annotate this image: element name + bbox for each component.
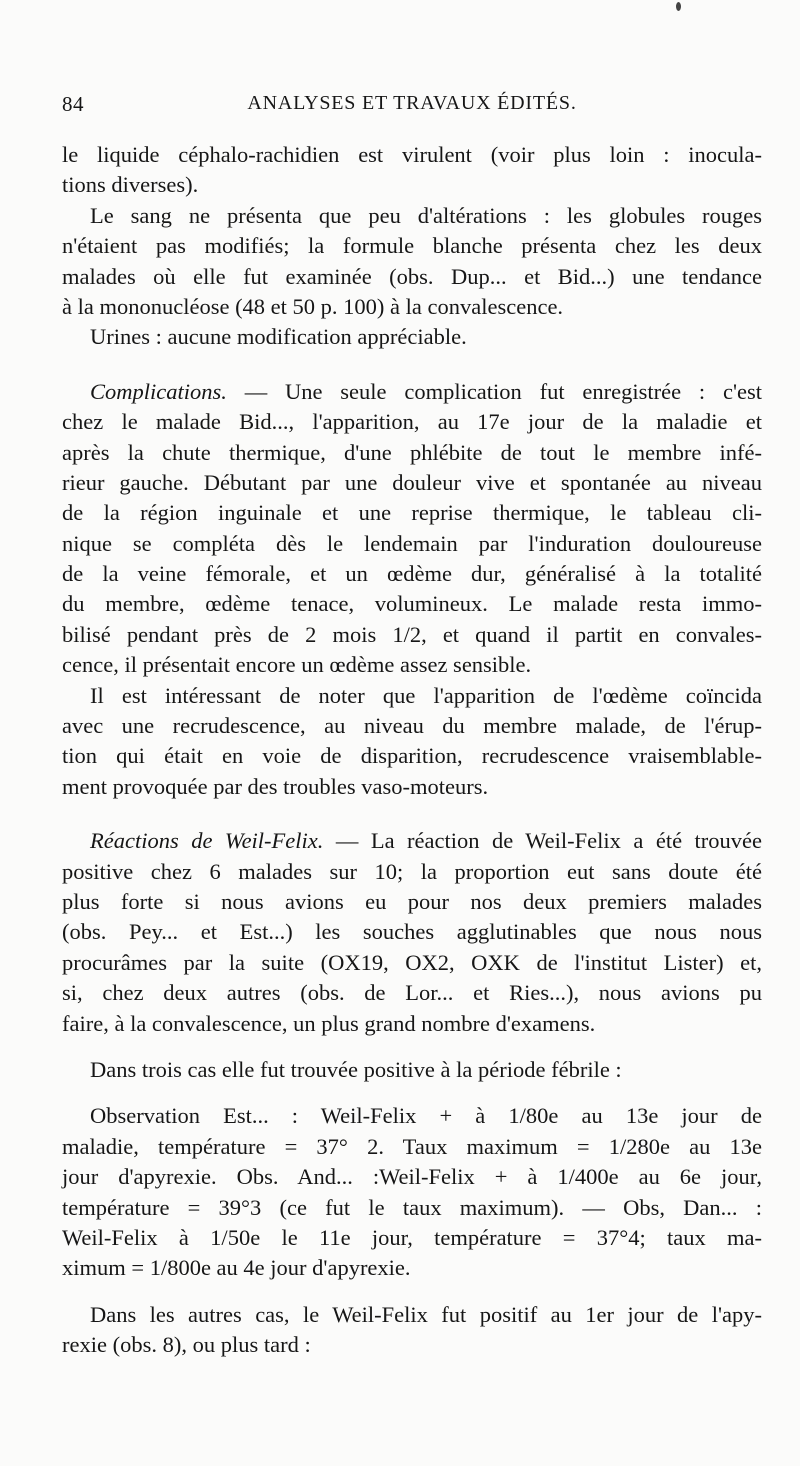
text-line: Le sang ne présenta que peu d'altérations : les globules rouges xyxy=(90,202,762,228)
text-line: positive chez 6 malades sur 10; la proportion eut sans doute été xyxy=(62,858,762,884)
paragraph-observations xyxy=(62,1101,762,1283)
text-line: plus forte si nous avions eu pour nos deux premiers malades xyxy=(62,888,762,914)
text-line: n'étaient pas modifiés; la formule blanche présenta chez les deux xyxy=(62,233,762,259)
text-line: rieur gauche. Débutant par une douleur vive et spontanée au niveau xyxy=(62,469,762,495)
text-line: ximum = 1/800e au 4e jour d'apyrexie. xyxy=(62,1255,411,1281)
text-line: ment provoquée par des troubles vaso-moteurs. xyxy=(62,773,489,799)
paragraph-gap xyxy=(62,353,762,377)
paragraph xyxy=(62,1300,762,1361)
text-line: cence, il présentait encore un œdème assez sensible. xyxy=(62,652,532,678)
text-line: Dans trois cas elle fut trouvée positive à la période fébrile : xyxy=(90,1056,622,1082)
paragraph xyxy=(62,201,762,323)
paragraph xyxy=(62,322,762,352)
body-text xyxy=(62,140,762,1360)
text-line xyxy=(62,826,762,856)
text-line: malades où elle fut examinée (obs. Dup... et Bid...) une tendance xyxy=(62,263,762,289)
section-heading: Réactions de Weil-Felix. xyxy=(90,828,324,854)
section-heading: Complications. xyxy=(90,378,227,404)
paragraph xyxy=(62,140,762,201)
text-line: de la veine fémorale, et un œdème dur, généralisé à la totalité xyxy=(62,561,762,587)
text-line: Weil-Felix à 1/50e le 11e jour, température = 37°4; taux ma- xyxy=(62,1224,762,1250)
text-run: — La réaction de Weil-Felix a été trouvée xyxy=(323,828,762,854)
paragraph-gap xyxy=(62,1039,762,1055)
text-line: maladie, température = 37° 2. Taux maximum = 1/280e au 13e xyxy=(62,1133,762,1159)
page-number: 84 xyxy=(62,92,84,116)
paragraph xyxy=(62,681,762,803)
text-line: avec une recrudescence, au niveau du membre malade, de l'érup- xyxy=(62,713,762,739)
text-line: chez le malade Bid..., l'apparition, au 17e jour de la maladie et xyxy=(62,409,762,435)
text-line: à la mononucléose (48 et 50 p. 100) à la convalescence. xyxy=(62,293,564,319)
text-line: température = 39°3 (ce fut le taux maximum). — Obs, Dan... : xyxy=(62,1194,762,1220)
text-line: Il est intéressant de noter que l'apparition de l'œdème coïncida xyxy=(90,682,762,708)
paragraph xyxy=(62,1055,762,1085)
text-line xyxy=(62,377,762,407)
text-line: Dans les autres cas, le Weil-Felix fut positif au 1er jour de l'apy- xyxy=(90,1301,762,1327)
text-line: (obs. Pey... et Est...) les souches agglutinables que nous nous xyxy=(62,919,762,945)
text-line: après la chute thermique, d'une phlébite de tout le membre infé- xyxy=(62,439,762,465)
paragraph-complications xyxy=(62,377,762,681)
text-line: Observation Est... : Weil-Felix + à 1/80e au 13e jour de xyxy=(90,1103,762,1129)
text-run: — Une seule complication fut enregistrée : c'est xyxy=(226,378,762,404)
text-line: jour d'apyrexie. Obs. And... :Weil-Felix + à 1/400e au 6e jour, xyxy=(62,1164,762,1190)
text-line: du membre, œdème tenace, volumineux. Le malade resta immo- xyxy=(62,591,762,617)
paragraph-gap xyxy=(62,1284,762,1300)
text-line: de la région inguinale et une reprise thermique, le tableau cli- xyxy=(62,500,762,526)
text-line: bilisé pendant près de 2 mois 1/2, et quand il partit en convales- xyxy=(62,621,762,647)
text-line: faire, à la convalescence, un plus grand nombre d'examens. xyxy=(62,1010,596,1036)
paragraph-gap xyxy=(62,802,762,826)
text-line: nique se compléta dès le lendemain par l'induration douloureuse xyxy=(62,530,762,556)
paragraph-gap xyxy=(62,1085,762,1101)
running-title: ANALYSES ET TRAVAUX ÉDITÉS. xyxy=(247,92,577,114)
text-line: rexie (obs. 8), ou plus tard : xyxy=(62,1332,311,1358)
text-line: procurâmes par la suite (OX19, OX2, OXK de l'institut Lister) et, xyxy=(62,949,762,975)
ink-speck xyxy=(676,2,681,11)
page-header xyxy=(62,92,762,124)
text-line: tions diverses). xyxy=(62,172,199,198)
text-line: le liquide céphalo-rachidien est virulent (voir plus loin : inocula- xyxy=(62,142,762,167)
paragraph-weil-felix xyxy=(62,826,762,1039)
text-line: Urines : aucune modification appréciable. xyxy=(90,324,467,350)
text-line: tion qui était en voie de disparition, recrudescence vraisemblable- xyxy=(62,743,762,769)
text-line: si, chez deux autres (obs. de Lor... et Ries...), nous avions pu xyxy=(62,980,762,1006)
